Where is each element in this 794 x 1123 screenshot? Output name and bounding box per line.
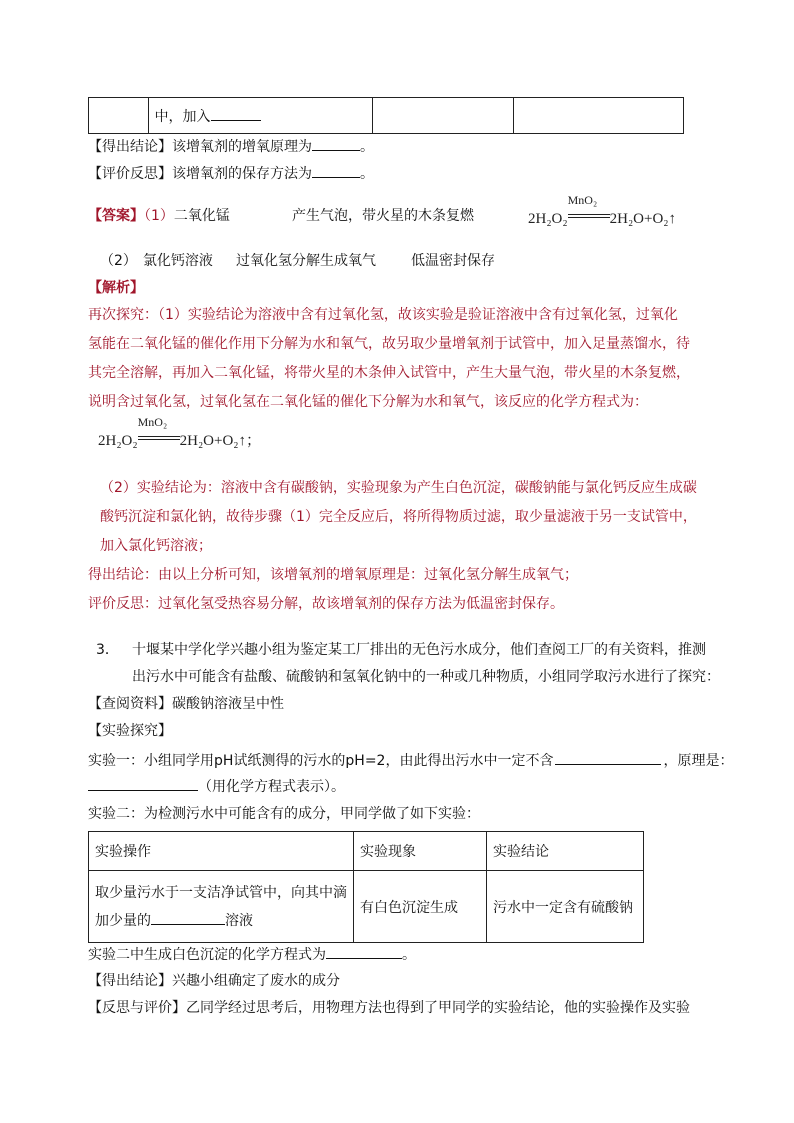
q3-line-2: 出污水中可能含有盐酸、硫酸钠和氢氧化钠中的一种或几种物质，小组同学取污水进行了探究： [132,669,720,685]
q3-info-label: 【查阅资料】 [88,696,172,712]
top-table-cell-3 [373,98,513,134]
top-table-cell-1 [89,98,149,134]
q3-eq-line [88,944,416,965]
reflect-text: 该增氧剂的保存方法为 [172,166,312,182]
top-table-cell-2-text: 中，加入 [154,108,211,125]
eq-right: 2H₂O+O₂↑ [609,211,677,227]
q3-exp1-a: 实验一：小组同学用pH试纸测得的污水的pH=2，由此得出污水中一定不含 [88,753,554,769]
analysis-line: 得出结论：由以上分析可知，该增氧剂的增氧原理是：过氧化氢分解生成氧气； [88,567,578,583]
q3-exp1-line2 [88,776,345,797]
analysis-equation [98,415,262,450]
q3-exp2: 实验二：为检测污水中可能含有的成分，甲同学做了如下实验： [88,806,480,822]
blank-line [151,910,225,925]
experiment-table [88,831,644,943]
eq-catalyst: MnO₂ [137,415,168,429]
analysis-line: 再次探究：（1）实验结论为溶液中含有过氧化氢，故该实验是验证溶液中含有过氧化氢，过氧化 [88,307,678,323]
op-line-1: 取少量污水于一支洁净试管中，向其中滴 [95,884,347,901]
period: 。 [402,947,416,963]
top-table-cell-2 [148,98,373,134]
answer-line-1 [88,206,230,226]
period: 。 [360,166,374,182]
answer-p2-num: （2） [100,253,137,269]
table-cell-operation [89,871,354,943]
blank-line [312,136,360,151]
period: 。 [360,139,374,155]
conclusion-label: 【得出结论】 [88,139,172,155]
blank-line [211,106,261,121]
table-header-result: 实验结论 [487,832,644,871]
eq-right: 2H₂O+O₂↑ [179,433,247,449]
blank-line [312,163,360,178]
table-header-operation: 实验操作 [89,832,354,871]
op-line-2b: 溶液 [225,912,253,929]
table-header-phenomenon: 实验现象 [354,832,487,871]
answer-p2-c: 低温密封保存 [411,253,495,269]
q3-text: 十堰某中学化学兴趣小组为鉴定某工厂排出的无色污水成分，他们查阅工厂的有关资料，推测 [132,642,706,658]
analysis-line: 其完全溶解，再加入二氧化锰，将带火星的木条伸入试管中，产生大量气泡，带火星的木条复燃， [88,365,690,381]
answer-line-2 [100,251,213,271]
answer-p1-a: 二氧化锰 [173,208,230,224]
blank-line [555,750,661,765]
table-cell-phenomenon: 有白色沉淀生成 [354,871,487,943]
analysis-line: 氢能在二氧化锰的催化作用下分解为水和氧气，故另取少量增氧剂于试管中，加入足量蒸馏水，待 [88,336,690,352]
op-line-2 [95,907,347,935]
answer-p2-a: 氯化钙溶液 [142,253,213,269]
analysis-line: 酸钙沉淀和氯化钠，故待步骤（1）完全反应后，将所得物质过滤，取少量滤液于另一支试管中， [100,509,697,525]
answer-p1-b: 产生气泡，带火星的木条复燃 [292,208,474,224]
eq-left: 2H₂O₂ [528,211,568,227]
q3-eq-text: 实验二中生成白色沉淀的化学方程式为 [88,947,326,963]
q3-conclusion [88,971,340,991]
blank-line [88,776,198,791]
q3-exp1-b: ，原理是： [663,753,734,769]
q3-refl-label: 【反思与评价】 [88,1000,186,1016]
answer-p2-b: 过氧化氢分解生成氧气 [236,253,376,269]
q3-line-1 [96,640,706,660]
q3-conc-text: 兴趣小组确定了废水的成分 [172,973,340,989]
eq-arrow [568,214,610,218]
q3-info-text: 碳酸钠溶液呈中性 [172,696,284,712]
eq-left: 2H₂O₂ [98,433,138,449]
reflect-line [88,163,374,184]
analysis-line: 加入氯化钙溶液； [100,538,212,554]
answer-equation [528,193,677,228]
q3-explore-label: 【实验探究】 [88,723,172,739]
analysis-line: （2）实验结论为：溶液中含有碳酸钠，实验现象为产生白色沉淀，碳酸钠能与氯化钙反应生成碳 [100,480,697,496]
conclusion-text: 该增氧剂的增氧原理为 [172,139,312,155]
q3-number: 3． [96,642,119,658]
q3-info [88,694,284,714]
conclusion-line [88,136,374,157]
reflect-label: 【评价反思】 [88,166,172,182]
table-cell-result: 污水中一定含有硫酸钠 [487,871,644,943]
eq-tail: ； [246,433,262,449]
answer-p1-num: （1） [144,208,174,224]
q3-exp1 [88,750,733,771]
q3-refl-text: 乙同学经过思考后，用物理方法也得到了甲同学的实验结论，他的实验操作及实验 [186,1000,690,1016]
blank-line [326,944,402,959]
op-line-2a: 加少量的 [95,912,151,929]
analysis-para-1 [88,305,708,421]
analysis-label: 【解析】 [88,280,144,296]
analysis-line: 评价反思：过氧化氢受热容易分解，故该增氧剂的保存方法为低温密封保存。 [88,596,564,612]
analysis-line: 说明含过氧化氢，过氧化氢在二氧化锰的催化下分解为水和氧气，该反应的化学方程式为： [88,394,648,410]
analysis-para-2 [88,478,708,623]
eq-catalyst: MnO₂ [567,193,598,207]
eq-arrow [138,436,180,440]
q3-exp1-c: （用化学方程式表示）。 [198,779,345,795]
q3-reflection [88,998,690,1018]
answer-label: 【答案】 [88,208,144,224]
q3-conc-label: 【得出结论】 [88,973,172,989]
top-table [88,97,684,134]
top-table-cell-4 [513,98,683,134]
